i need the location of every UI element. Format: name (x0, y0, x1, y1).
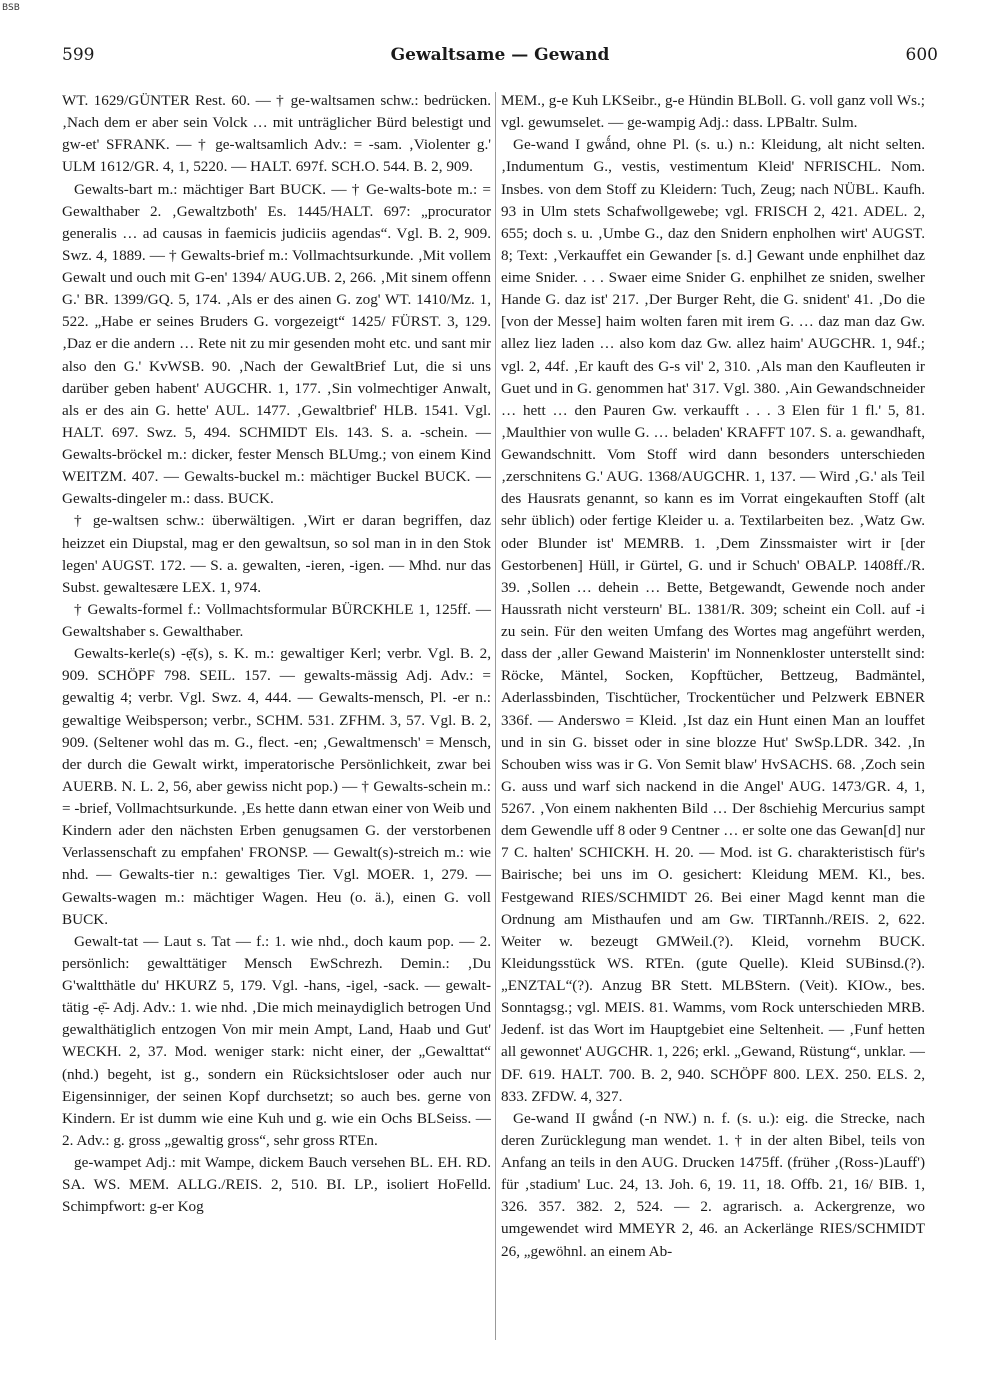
page-header (62, 45, 938, 69)
page-number-right: 600 (905, 45, 938, 65)
entry-paragraph: ge-wampet Adj.: mit Wampe, dickem Bauch versehen BL. EH. RD. SA. WS. MEM. ALLG./REIS. 2, 510. BI. LP., isoliert HoFelld. Schimpfwort: g-er Kog (62, 1154, 491, 1216)
entry-paragraph: Gewalt-tat — Laut s. Tat — f.: 1. wie nhd., doch kaum pop. — 2. persönlich: gewalttätiger Mensch EwSchrezh. Demin.: ‚Du G'waltthätle du' HKURZ 5, 179. Vgl. -hans, -igel, -sack. — gewalt-tätig -ẹ̄- Adj. Adv.: 1. wie nhd. ‚Die mich meinaydiglich betrogen Und gewalthätiglich entzogen Von mir mein Ampt, Land, Haab und Gut' WECKH. 2, 37. Mod. weniger stark: nicht einer, der „Gewalttat“ (nhd.) begeht, ist g., sondern ein Rücksichtsloser oder auch nur Eigensinniger, der seinen Kopf durchsetzt; so auch bes. gerne von Kindern. Er ist dumm wie eine Kuh und g. wie ein Ochs BLSeiss. — 2. Adv.: g. gross „gewaltig gross“, sehr gross RTEn. (62, 932, 491, 1149)
page-number-left: 599 (62, 45, 95, 65)
right-column (501, 90, 925, 1263)
entry-paragraph: † Gewalts-formel f.: Vollmachtsformular BÜRCKHLE 1, 125ff. — Gewaltshaber s. Gewalthaber. (62, 600, 491, 640)
column-divider (495, 92, 496, 1340)
entry-paragraph: Ge-wand II gwǻnd (-n NW.) n. f. (s. u.): eig. die Strecke, nach deren Zurücklegung man wendet. 1. † in der alten Bibel, teils von Anfang an teils in den AUG. Drucken 1475ff. (früher ‚(Ross-)Lauff') für ‚stadium' Luc. 24, 13. Joh. 6, 19. 11, 18. Offb. 21, 16/ BIB. 1, 326. 357. 382. 2, 524. — 2. agrarisch. a. Ackergrenze, wo umgewendet wird MMEYR 2, 46. an Ackerlänge RIES/SCHMIDT 26, „gewöhnl. an einem Ab- (501, 1109, 925, 1260)
page-title: Gewaltsame — Gewand (390, 45, 610, 65)
entry-paragraph: WT. 1629/GÜNTER Rest. 60. — † ge-waltsamen schw.: bedrücken. ‚Nach dem er aber sein Volck … mit unträglicher Bürd belestigt und gw-et' SFRANK. — † ge-waltsamlich Adv.: = -sam. ‚Violenter g.' ULM 1612/GR. 4, 1, 5220. — HALT. 697f. SCH.O. 544. B. 2, 909. (62, 92, 491, 176)
library-mark: BSB (2, 3, 20, 13)
entry-paragraph: MEM., g-e Kuh LKSeibr., g-e Hündin BLBoll. G. voll ganz voll Ws.; vgl. gewumselet. — ge-wampig Adj.: dass. LPBaltr. Sulm. (501, 92, 925, 132)
left-column (62, 90, 491, 1218)
entry-paragraph: † ge-waltsen schw.: überwältigen. ‚Wirt er daran begriffen, daz heizzet ein Diupstal, mag er den gewaltsun, so sol man in in den Stok legen' AUGST. 172. — S. a. gewalten, -ieren, -igen. — Mhd. nur das Subst. gewaltesære LEX. 1, 974. (62, 512, 491, 596)
entry-paragraph: Ge-wand I gwǻnd, ohne Pl. (s. u.) n.: Kleidung, alt nicht selten. ‚Indumentum G., vestis, vestimentum Kleid' NFRISCHL. Nom. Insbes. von dem Stoff zu Kleidern: Tuch, Zeug; nach NÜBL. Kaufh. 93 in Ulm stets Schafwollgewebe; vgl. FRISCH 2, 421. ADEL. 2, 655; doch s. u. ‚Umbe G., daz den Snidern enpholhen wirt' AUGST. 8; Text: ‚Verkauffet ein Gewander [s. d.] Gewant unde enphilhet daz eime Snider. . . . Swaer eime Snider G. enphilhet ze sniden, swelher Hande G. daz ist' 217. ‚Der Burger Reht, die G. snident' 41. ‚Do die [von der Messe] haim wolten faren mit irem G. … daz man daz Gw. allez liez laden … also kom daz Gw. allez haim' AUGCHR. 1, 94f.; vgl. 2, 44f. ‚Er kauft des G-s vil' 2, 310. ‚Als man den Kaufleuten ir Guet und in G. genommen hat' 317. Vgl. 380. ‚Ain Gewandschneider … hett … den Pauren Gw. verkaufft . . . 3 Elen für 1 fl.' 5, 81. ‚Maulthier von wulle G. … beladen' KRAFFT 107. S. a. gewandhaft, Gewandschnitt. Vom Stoff wird dann besonders unterschieden ‚zerschnitens G.' AUG. 1368/AUGCHR. 1, 137. — Wird ‚G.' als Teil des Hausrats genannt, so kann es im Vorrat eingekauften Stoff (alt sehr üblich) oder fertige Kleider u. a. Textilarbeiten bez. ‚Watz Gw. oder Blunder ist' MEMRB. 1. ‚Dem Zinssmaister wirt ir [der Gestorbenen] Hüll, ir Gürtel, G. und ir Schuch' OBALP. 1408ff./R. 39. ‚Sollen … dehein … Bette, Betgewandt, Gewende noch ander Haussrath nicht versteurn' BL. 1381/R. 309; scheint ein Coll. auf -i zu sein. Für den weiten Umfang des Wortes mag angeführt werden, dass der ‚aller Gewand Maisterin' im Nonnenkloster unterstellt sind: Röcke, Mäntel, Socken, Kopftücher, Bettzeug, Badmäntel, Aderlassbinden, Tischtücher, Trockentücher und Pelzwerk EBNER 336f. — Anderswo = Kleid. ‚Ist daz ein Hunt einen Man an louffet und in sin G. bisset oder in sine blozze Hut' SwSp.LDR. 342. ‚In Schouben wiss was ir G. Von Semit blaw' HvSACHS. 68. ‚Zoch sein G. auss und warf sich nackend in die Angel' AUG. 1473/GR. 4, 1, 5267. ‚Von einem nakhenten Bild … Der 8schiehig Mercurius sampt dem Gewendle uff 8 oder 9 Centner … er solte one das Gewan[d] nur 7 C. halten' SCHICKH. H. 20. — Mod. ist G. charakteristisch für's Bairische; bei uns im O. gesichert: Kleidung MEM. Kl., bes. Festgewand RIES/SCHMIDT 26. Bei einer Magd kennt man die Ordnung am Misthaufen und am Gw. TIRTannh./REIS. 2, 622. Weiter w. bezeugt GMWeil.(?). Kleid, vornehm BUCK. Kleidungsstück WS. RTEn. (gute Quelle). Kleid SUBinsd.(?). „ENZTAL“(?). Anzug BR Stett. MLBStern. (Veit). KIOw., bes. Sonntagsg.; vgl. MEIS. 81. Wamms, vom Rock unterschieden MRB. Jedenf. ist das Wort im Hauptgebiet eine Seltenheit. — ‚Funf hetten all gewonnet' AUGCHR. 1, 226; erkl. „Gewand, Rüstung“, unklar. — DF. 619. HALT. 700. B. 2, 940. SCHÖPF 800. LEX. 250. ELS. 2, 833. ZFDW. 4, 327. (501, 136, 925, 1105)
entry-paragraph: Gewalts-bart m.: mächtiger Bart BUCK. — † Ge-walts-bote m.: = Gewalthaber 2. ‚Gewaltzboth' Es. 1445/HALT. 697: „procurator generalis … ad causas in faemicis judiciis agendas“. Vgl. B. 2, 909. Swz. 4, 1889. — † Gewalts-brief m.: Vollmachtsurkunde. ‚Mit vollem Gewalt und ouch mit G-en' 1394/ AUG.UB. 2, 266. ‚Mit sinem offenn G.' BR. 1399/GQ. 5, 174. ‚Als er des ainen G. zog' WT. 1410/Mz. 1, 522. „Habe er seines Bruders G. vorgezeigt“ 1425/ FÜRST. 3, 129. ‚Daz er die andern … Rete nit zu mir gesenden moht etc. und sant mir also den G.' KvWSB. 90. ‚Nach der GewaltBrief Lut, die si uns darüber geben habent' AUGCHR. 1, 177. ‚Sin volmechtiger Anwalt, als er des ain G. hette' AUL. 1477. ‚Gewaltbrief' HLB. 1541. Vgl. HALT. 697. Swz. 5, 494. SCHMIDT Els. 143. S. a. -schein. — Gewalts-bröckel m.: dicker, fester Mensch BLUmg.; von einem Kind WEITZM. 407. — Gewalts-buckel m.: mächtiger Buckel BUCK. — Gewalts-dingeler m.: dass. BUCK. (62, 180, 491, 508)
entry-paragraph: Gewalts-kerle(s) -ẹ̄(s), s. K. m.: gewaltiger Kerl; verbr. Vgl. B. 2, 909. SCHÖPF 798. SEIL. 157. — gewalts-mässig Adj. Adv.: = gewaltig 4; verbr. Vgl. Swz. 4, 444. — Gewalts-mensch, Pl. -er n.: gewaltige Weibsperson; verbr., SCHM. 531. ZFHM. 3, 57. Vgl. B. 2, 909. (Seltener wohl das m. G., flect. -en; ‚Gewaltmensch' = Mensch, der durch die Gewalt wirkt, imperatorische Persönlichkeit, zwar bei AUERB. N. L. 2, 56, aber gewiss nicht pop.) — † Gewalts-schein m.: = -brief, Vollmachtsurkunde. ‚Es hette dann etwan einer von Weib und Kindern ader den nächsten Erben genugsamen G. der verstorbenen Verlassenschaft zu empfahen' FRONSP. — Gewalt(s)-streich m.: wie nhd. — Gewalts-tier n.: gewaltiges Tier. Vgl. MOER. 1, 279. — Gewalts-wagen m.: mächtiger Wagen. Heu (o. ä.), einen G. voll BUCK. (62, 645, 491, 928)
